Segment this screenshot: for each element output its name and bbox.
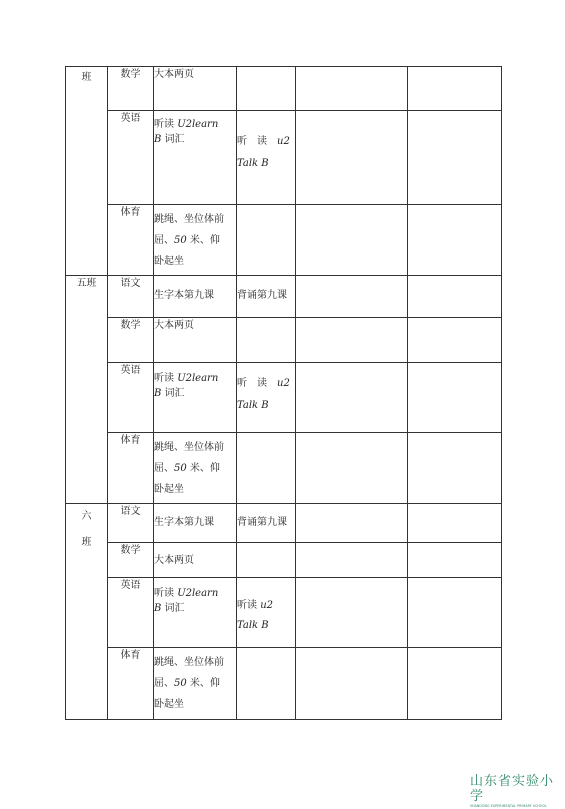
homework-cell: 听 读 u2 Talk B <box>237 363 296 433</box>
empty-cell <box>296 67 408 111</box>
subject-cell: 体育 <box>108 648 154 720</box>
content-cell: 生字本第九课 <box>154 276 237 318</box>
empty-cell <box>408 276 502 318</box>
subject-cell: 英语 <box>108 111 154 205</box>
empty-cell <box>296 205 408 276</box>
homework-cell <box>237 318 296 363</box>
subject-cell: 体育 <box>108 205 154 276</box>
subject-cell: 英语 <box>108 363 154 433</box>
table-row <box>66 318 502 363</box>
table-row <box>66 205 502 276</box>
content-cell: 跳绳、坐位体前 屈、50 米、仰 卧起坐 <box>154 433 237 504</box>
content-cell: 听读 U2learn B 词汇 <box>154 578 237 648</box>
empty-cell <box>408 648 502 720</box>
homework-cell: 背诵第九课 <box>237 276 296 318</box>
table-row <box>66 543 502 578</box>
school-logo-subtitle: SHANDONG EXPERIMENTAL PRIMARY SCHOOL <box>470 804 547 808</box>
table-row <box>66 578 502 648</box>
homework-schedule-table <box>65 66 502 720</box>
empty-cell <box>408 111 502 205</box>
table-row <box>66 276 502 318</box>
empty-cell <box>296 504 408 543</box>
content-cell: 大本两页 <box>154 543 237 578</box>
empty-cell <box>296 363 408 433</box>
content-cell: 大本两页 <box>154 318 237 363</box>
table-row <box>66 504 502 543</box>
homework-cell: 背诵第九课 <box>237 504 296 543</box>
subject-cell: 语文 <box>108 276 154 318</box>
content-cell: 生字本第九课 <box>154 504 237 543</box>
empty-cell <box>408 433 502 504</box>
school-logo-name: 山东省实验小学 <box>470 774 555 804</box>
homework-cell <box>237 205 296 276</box>
empty-cell <box>296 543 408 578</box>
class-cell: 班 <box>66 67 108 276</box>
empty-cell <box>296 648 408 720</box>
empty-cell <box>408 578 502 648</box>
empty-cell <box>408 67 502 111</box>
empty-cell <box>296 111 408 205</box>
homework-cell <box>237 543 296 578</box>
subject-cell: 数学 <box>108 543 154 578</box>
empty-cell <box>296 578 408 648</box>
subject-cell: 数学 <box>108 318 154 363</box>
subject-cell: 体育 <box>108 433 154 504</box>
empty-cell <box>408 543 502 578</box>
homework-cell <box>237 67 296 111</box>
table-row <box>66 363 502 433</box>
school-logo <box>470 774 560 808</box>
table-row <box>66 67 502 111</box>
homework-cell: 听读 u2 Talk B <box>237 578 296 648</box>
class-cell: 六 班 <box>66 504 108 720</box>
subject-cell: 英语 <box>108 578 154 648</box>
table-row <box>66 433 502 504</box>
homework-cell: 听 读 u2 Talk B <box>237 111 296 205</box>
table-row <box>66 111 502 205</box>
empty-cell <box>296 276 408 318</box>
table-row <box>66 648 502 720</box>
empty-cell <box>408 205 502 276</box>
class-cell: 五班 <box>66 276 108 504</box>
subject-cell: 数学 <box>108 67 154 111</box>
empty-cell <box>408 363 502 433</box>
homework-cell <box>237 648 296 720</box>
content-cell: 跳绳、坐位体前 屈、50 米、仰 卧起坐 <box>154 205 237 276</box>
content-cell: 跳绳、坐位体前 屈、50 米、仰 卧起坐 <box>154 648 237 720</box>
empty-cell <box>408 318 502 363</box>
empty-cell <box>296 433 408 504</box>
subject-cell: 语文 <box>108 504 154 543</box>
content-cell: 大本两页 <box>154 67 237 111</box>
empty-cell <box>296 318 408 363</box>
empty-cell <box>408 504 502 543</box>
content-cell: 听读 U2learn B 词汇 <box>154 363 237 433</box>
content-cell: 听读 U2learn B 词汇 <box>154 111 237 205</box>
homework-cell <box>237 433 296 504</box>
